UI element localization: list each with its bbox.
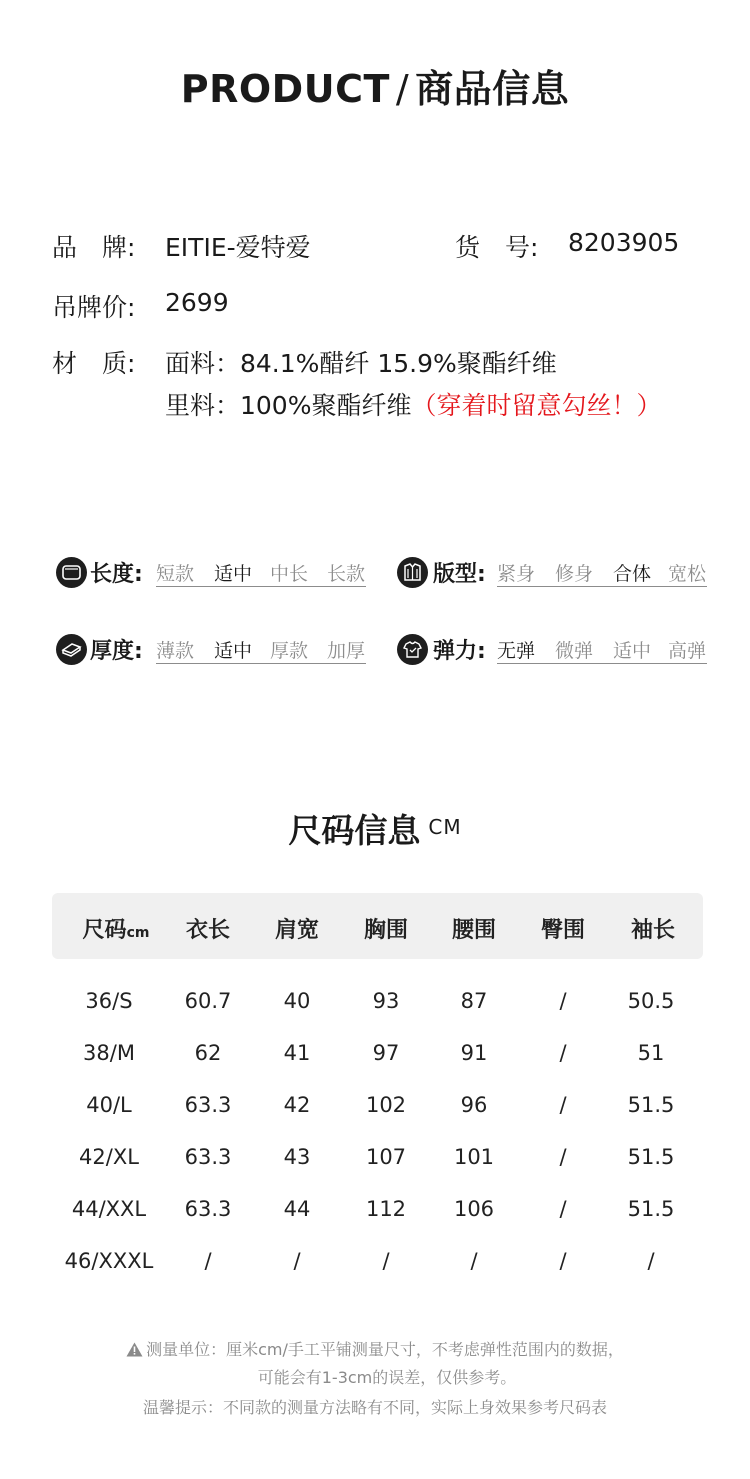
material-line2 [165, 386, 662, 422]
cell-size: 36/S [85, 989, 133, 1013]
sku-value: 8203905 [568, 228, 680, 257]
cell-sleeve: 51 [637, 1041, 665, 1065]
cell-sleeve: 51.5 [627, 1145, 675, 1169]
cell-sleeve: / [647, 1249, 655, 1273]
cell-size: 44/XXL [71, 1197, 147, 1221]
cell-waist: 87 [460, 989, 488, 1013]
size-table-header [52, 893, 703, 959]
material-row [52, 344, 692, 424]
price-row [52, 288, 372, 322]
cell-shoulder: 40 [283, 989, 311, 1013]
thickness-option-extra-thick: 加厚 [327, 640, 366, 662]
thickness-option-medium: 适中 [214, 640, 253, 662]
thickness-option-thick: 厚款 [270, 640, 309, 662]
header-shoulder: 肩宽 [274, 918, 319, 943]
cell-waist: 96 [460, 1093, 488, 1117]
length-option-short: 短款 [156, 563, 195, 585]
attribute-name: 厚度: [90, 639, 143, 664]
cell-hip: / [559, 1249, 567, 1273]
header-size-label: 尺码 [82, 918, 127, 943]
note-line2: 可能会有1-3cm的误差，仅供参考。 [257, 1368, 517, 1387]
thickness-option-thin: 薄款 [156, 640, 195, 662]
table-row [52, 1093, 703, 1145]
size-title: 尺码信息 [288, 811, 421, 850]
thickness-icon [56, 634, 87, 665]
fit-icon [397, 557, 428, 588]
header-size [71, 913, 161, 944]
fit-option-regular: 合体 [613, 563, 652, 585]
header-chest: 胸围 [363, 918, 408, 943]
elasticity-option-none: 无弹 [497, 640, 536, 662]
header-hip: 臀围 [540, 918, 585, 943]
page-title [0, 58, 750, 113]
cell-chest: / [382, 1249, 390, 1273]
cell-sleeve: 50.5 [627, 989, 675, 1013]
title-slash: / [395, 67, 410, 111]
attribute-thickness [56, 632, 376, 672]
scale-line [156, 586, 366, 587]
cell-chest: 93 [372, 989, 400, 1013]
cell-length: / [204, 1249, 212, 1273]
cell-shoulder: 44 [283, 1197, 311, 1221]
size-unit: CM [428, 815, 462, 839]
cell-length: 60.7 [184, 989, 232, 1013]
material-label: 材 质: [52, 349, 136, 378]
title-en: PRODUCT [180, 67, 390, 111]
material-lining: 里料：100%聚酯纤维 [165, 391, 412, 420]
material-warning: （穿着时留意勾丝！） [411, 391, 662, 420]
cell-waist: 91 [460, 1041, 488, 1065]
cell-chest: 112 [365, 1197, 407, 1221]
header-length: 衣长 [185, 918, 230, 943]
table-row [52, 1041, 703, 1093]
header-waist: 腰围 [451, 918, 496, 943]
title-cn: 商品信息 [415, 67, 570, 111]
elasticity-option-slight: 微弹 [555, 640, 594, 662]
attribute-name: 版型: [433, 562, 486, 587]
scale-line [156, 663, 366, 664]
cell-shoulder: 43 [283, 1145, 311, 1169]
material-line1: 面料：84.1%醋纤 15.9%聚酯纤维 [165, 349, 557, 378]
length-option-long: 长款 [327, 563, 366, 585]
cell-size: 38/M [83, 1041, 135, 1065]
cell-shoulder: 41 [283, 1041, 311, 1065]
cell-chest: 107 [365, 1145, 407, 1169]
cell-shoulder: 42 [283, 1093, 311, 1117]
length-icon [56, 557, 87, 588]
cell-hip: / [559, 1145, 567, 1169]
cell-size: 40/L [86, 1093, 132, 1117]
cell-length: 63.3 [184, 1197, 232, 1221]
note-tip: 温馨提示：不同款的测量方法略有不同，实际上身效果参考尺码表 [142, 1398, 607, 1417]
cell-length: 63.3 [184, 1145, 232, 1169]
measurement-note [0, 1337, 750, 1361]
fit-option-tight: 紧身 [497, 563, 536, 585]
attribute-elasticity [397, 632, 717, 672]
cell-length: 63.3 [184, 1093, 232, 1117]
cell-hip: / [559, 1041, 567, 1065]
price-value: 2699 [165, 288, 229, 317]
cell-size: 42/XL [79, 1145, 139, 1169]
table-row [52, 1249, 703, 1301]
length-option-mid-long: 中长 [270, 563, 309, 585]
cell-sleeve: 51.5 [627, 1093, 675, 1117]
header-size-unit: cm [126, 925, 150, 941]
cell-hip: / [559, 1093, 567, 1117]
cell-size: 46/XXXL [64, 1249, 154, 1273]
cell-sleeve: 51.5 [627, 1197, 675, 1221]
note-line1: 测量单位：厘米cm/手工平铺测量尺寸，不考虑弹性范围内的数据， [146, 1340, 624, 1359]
cell-shoulder: / [293, 1249, 301, 1273]
sku-label: 货 号: [455, 233, 539, 262]
price-label: 吊牌价: [52, 293, 136, 322]
cell-hip: / [559, 1197, 567, 1221]
brand-row [52, 228, 372, 262]
cell-chest: 102 [365, 1093, 407, 1117]
header-sleeve: 袖长 [630, 918, 675, 943]
elasticity-option-high: 高弹 [668, 640, 707, 662]
cell-waist: / [470, 1249, 478, 1273]
cell-waist: 101 [453, 1145, 495, 1169]
cell-waist: 106 [453, 1197, 495, 1221]
elasticity-icon [397, 634, 428, 665]
brand-value: EITIE-爱特爱 [165, 233, 311, 262]
size-section-title [0, 805, 750, 852]
scale-line [497, 663, 707, 664]
fit-option-loose: 宽松 [668, 563, 707, 585]
attribute-length [56, 555, 376, 595]
cell-chest: 97 [372, 1041, 400, 1065]
attribute-name: 弹力: [433, 639, 486, 664]
table-row [52, 1145, 703, 1197]
attribute-fit [397, 555, 717, 595]
cell-length: 62 [194, 1041, 222, 1065]
table-row [52, 989, 703, 1041]
warning-icon [126, 1342, 143, 1361]
elasticity-option-medium: 适中 [613, 640, 652, 662]
table-row [52, 1197, 703, 1249]
length-option-medium: 适中 [214, 563, 253, 585]
fit-option-slim: 修身 [555, 563, 594, 585]
cell-hip: / [559, 989, 567, 1013]
sku-row [455, 228, 715, 262]
attribute-name: 长度: [90, 562, 143, 587]
brand-label: 品 牌: [52, 233, 136, 262]
scale-line [497, 586, 707, 587]
